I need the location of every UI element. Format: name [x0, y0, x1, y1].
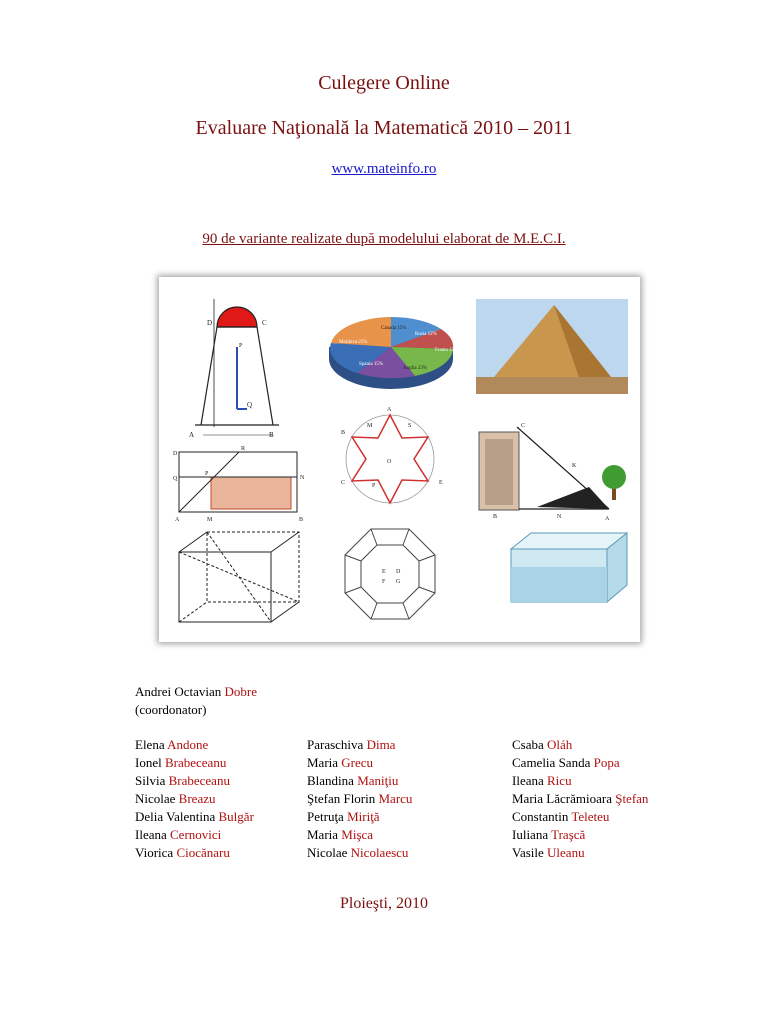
pyramid-photo — [476, 299, 628, 394]
first-name: Constantin — [512, 809, 569, 824]
place-year: Ploieşti, 2010 — [339, 895, 428, 912]
svg-text:Anglia 23%: Anglia 23% — [403, 366, 428, 371]
authors-column-3 — [512, 736, 648, 862]
author-entry — [307, 772, 412, 790]
first-name: Petruţa — [307, 809, 344, 824]
svg-text:B: B — [341, 430, 346, 436]
last-name: Bulgăr — [218, 809, 254, 824]
svg-text:Q: Q — [173, 476, 178, 482]
svg-text:D: D — [207, 319, 213, 327]
first-name: Maria Lăcrămioara — [512, 791, 612, 806]
first-name: Delia Valentina — [135, 809, 216, 824]
rectangle-figure — [179, 452, 297, 512]
last-name: Uleanu — [547, 845, 585, 860]
authors-column-1 — [135, 736, 254, 862]
first-name: Camelia Sanda — [512, 755, 591, 770]
author-entry — [307, 826, 412, 844]
last-name: Dobre — [224, 684, 258, 699]
aquarium-figure — [511, 533, 627, 602]
svg-text:Canada 15%: Canada 15% — [381, 326, 407, 331]
author-entry — [512, 790, 648, 808]
last-name: Breazu — [178, 791, 216, 806]
first-name: Viorica — [135, 845, 174, 860]
svg-text:Rusia 12%: Rusia 12% — [415, 332, 437, 337]
last-name: Brabeceanu — [164, 755, 227, 770]
first-name: Vasile — [512, 845, 544, 860]
first-name: Andrei Octavian — [135, 684, 222, 699]
first-name: Maria — [307, 827, 339, 842]
author-entry — [135, 844, 254, 862]
last-name: Ciocănaru — [176, 845, 230, 860]
first-name: Elena — [135, 737, 165, 752]
author-entry — [135, 736, 254, 754]
last-name: Oláh — [547, 737, 573, 752]
svg-text:C: C — [521, 423, 526, 429]
last-name: Brabeceanu — [168, 773, 230, 788]
website-link[interactable]: www.mateinfo.ro — [331, 161, 437, 177]
first-name: Ionel — [135, 755, 162, 770]
last-name: Ştefan — [615, 791, 649, 806]
author-entry — [512, 826, 648, 844]
first-name: Paraschiva — [307, 737, 364, 752]
last-name: Mişca — [341, 827, 374, 842]
svg-text:N: N — [557, 514, 562, 520]
last-name: Andone — [167, 737, 209, 752]
svg-text:B: B — [493, 514, 498, 520]
svg-text:C: C — [341, 480, 346, 486]
last-name: Grecu — [341, 755, 374, 770]
svg-text:C: C — [262, 319, 267, 327]
svg-text:A: A — [175, 517, 180, 523]
last-name: Ricu — [547, 773, 572, 788]
first-name: Iuliana — [512, 827, 549, 842]
author-entry — [307, 790, 412, 808]
first-name: Nicolae — [307, 845, 348, 860]
last-name: Popa — [593, 755, 620, 770]
author-entry — [135, 790, 254, 808]
svg-text:K: K — [572, 463, 577, 469]
svg-text:Franta 13%: Franta 13% — [435, 348, 459, 353]
last-name: Maniţiu — [357, 773, 399, 788]
octagon-figure — [345, 529, 435, 619]
author-entry — [512, 808, 648, 826]
last-name: Nicolaescu — [350, 845, 409, 860]
author-entry — [135, 808, 254, 826]
author-entry — [135, 754, 254, 772]
coordinator-role: (coordonator) — [135, 702, 207, 717]
last-name: Dima — [366, 737, 396, 752]
subtitle: 90 de variante realizate după modelului elaborat de M.E.C.I. — [202, 231, 566, 247]
svg-text:E: E — [382, 569, 386, 575]
svg-text:B: B — [299, 517, 304, 523]
first-name: Ileana — [135, 827, 167, 842]
svg-text:E: E — [439, 480, 443, 486]
svg-text:P: P — [205, 471, 209, 477]
svg-text:Moldova 25%: Moldova 25% — [339, 340, 368, 345]
svg-text:B: B — [269, 431, 274, 439]
svg-text:A: A — [605, 516, 610, 522]
svg-text:O: O — [387, 459, 392, 465]
last-name: Traşcă — [551, 827, 586, 842]
first-name: Silvia — [135, 773, 166, 788]
title-line-2: Evaluare Naţională la Matematică 2010 – 2011 — [195, 117, 573, 139]
building-tree-figure — [479, 427, 626, 510]
svg-text:M: M — [207, 517, 213, 523]
svg-text:F: F — [382, 579, 386, 585]
author-entry — [512, 754, 648, 772]
svg-text:Q: Q — [247, 401, 253, 409]
svg-text:A: A — [189, 431, 195, 439]
author-entry — [135, 772, 254, 790]
svg-text:Spania 15%: Spania 15% — [359, 362, 384, 367]
svg-text:G: G — [396, 579, 401, 585]
first-name: Maria — [307, 755, 339, 770]
author-entry — [307, 754, 412, 772]
svg-text:P: P — [372, 483, 376, 489]
author-entry — [512, 736, 648, 754]
last-name: Marcu — [378, 791, 413, 806]
author-entry — [512, 844, 648, 862]
last-name: Teleteu — [571, 809, 610, 824]
last-name: Cernovici — [170, 827, 222, 842]
first-name: Ştefan Florin — [307, 791, 376, 806]
author-entry — [307, 844, 412, 862]
svg-text:M: M — [367, 423, 373, 429]
authors-column-2 — [307, 736, 412, 862]
svg-text:D: D — [396, 569, 401, 575]
first-name: Csaba — [512, 737, 544, 752]
author-entry — [307, 808, 412, 826]
svg-text:N: N — [300, 475, 305, 481]
svg-text:A: A — [387, 407, 392, 413]
svg-text:R: R — [241, 446, 246, 452]
last-name: Miriţă — [347, 809, 380, 824]
cover-illustration — [159, 277, 640, 642]
coordinator-name — [135, 683, 257, 701]
first-name: Blandina — [307, 773, 354, 788]
illustration-svg — [159, 277, 640, 642]
author-entry — [512, 772, 648, 790]
author-entry — [307, 736, 412, 754]
coordinator-block — [135, 683, 257, 719]
svg-text:S: S — [408, 423, 412, 429]
cube-figure — [179, 532, 299, 622]
svg-text:P: P — [239, 343, 243, 349]
first-name: Ileana — [512, 773, 544, 788]
author-entry — [135, 826, 254, 844]
first-name: Nicolae — [135, 791, 176, 806]
title-line-1: Culegere Online — [318, 72, 450, 94]
svg-text:D: D — [173, 451, 178, 457]
